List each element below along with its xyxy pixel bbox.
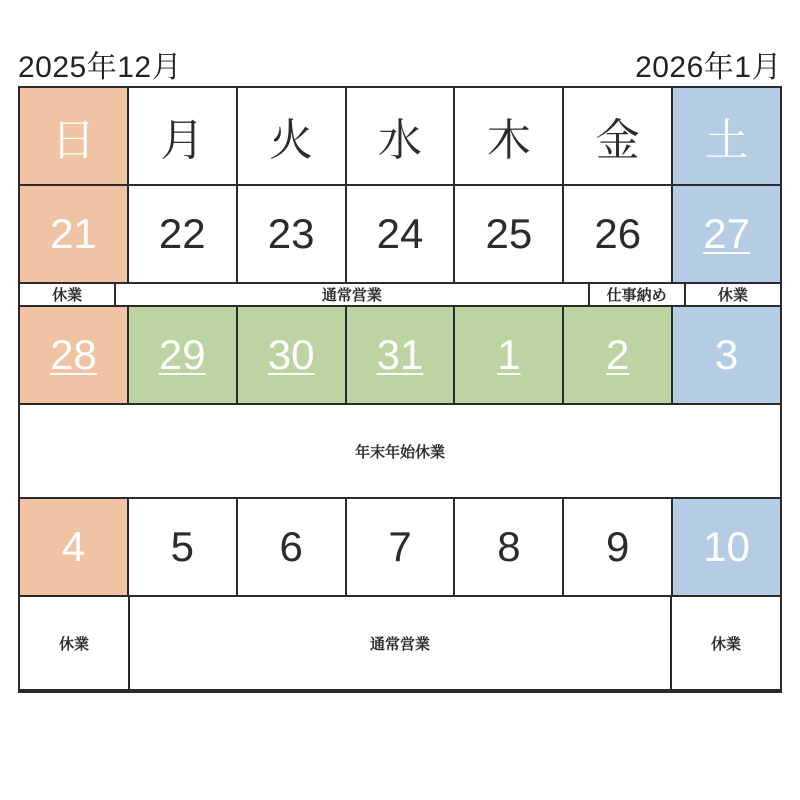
business-hours-calendar [18,86,782,693]
date-cell [673,186,780,284]
date-cell [129,186,238,284]
note-text: 通常営業 [321,287,382,304]
date-cell [129,307,238,405]
note-cell-weekdays [130,597,672,691]
date-number: 1 [497,331,521,378]
note-text: 休業 [717,287,748,304]
week2-dates-row [20,307,780,405]
date-cell [673,499,780,597]
date-number: 3 [714,331,739,378]
note-text: 休業 [58,635,89,653]
note-cell-weekdays [116,284,589,307]
date-number: 5 [170,523,194,570]
note-text: 休業 [710,635,741,653]
note-cell-friday [590,284,686,307]
date-cell [347,307,456,405]
weekday-header-monday [129,88,238,186]
weekday-header-thursday [455,88,564,186]
date-number: 27 [703,210,750,257]
date-cell [238,307,347,405]
weekday-header-row [20,88,780,186]
date-cell [564,186,673,284]
date-cell [455,307,564,405]
date-cell [129,499,238,597]
weekday-label: 水 [378,116,422,165]
date-cell [238,186,347,284]
note-text: 通常営業 [369,635,430,653]
date-cell [20,307,129,405]
weekday-label: 金 [595,116,640,165]
weekday-header-sunday [20,88,129,186]
date-cell [20,499,129,597]
month-labels [18,42,782,86]
week2-note-row [20,405,780,499]
date-number: 30 [267,331,315,378]
note-cell-saturday [686,284,780,307]
weekday-header-friday [564,88,673,186]
date-cell [347,499,456,597]
note-cell-sunday [20,284,116,307]
date-number: 26 [594,210,642,257]
week1-dates-row [20,186,780,284]
week3-notes-row [20,597,780,691]
date-number: 21 [50,210,97,257]
weekday-label: 火 [269,116,314,165]
date-number: 9 [606,523,630,570]
date-number: 22 [158,210,206,257]
month-label-left: 2025年12月 [18,51,183,84]
date-cell [238,499,347,597]
date-cell [347,186,456,284]
week3-dates-row [20,499,780,597]
note-cell-saturday [672,597,780,691]
weekday-header-tuesday [238,88,347,186]
note-text: 年末年始休業 [354,443,445,461]
date-cell [673,307,780,405]
date-number: 8 [497,523,521,570]
date-number: 24 [376,210,424,257]
weekday-label: 月 [160,116,205,165]
date-number: 25 [485,210,533,257]
date-number: 23 [267,210,315,257]
date-cell [455,499,564,597]
date-number: 10 [703,523,750,570]
date-number: 6 [279,523,303,570]
date-number: 31 [376,331,424,378]
note-cell-sunday [20,597,130,691]
weekday-header-saturday [673,88,780,186]
date-cell [564,307,673,405]
date-number: 4 [61,523,86,570]
note-text: 仕事納め [606,287,667,304]
month-label-right: 2026年1月 [635,51,782,84]
date-cell [20,186,129,284]
week1-notes-row [20,284,780,307]
date-number: 2 [606,331,630,378]
weekday-label: 日 [51,116,96,165]
date-number: 29 [158,331,206,378]
weekday-label: 木 [486,116,531,165]
date-cell [455,186,564,284]
date-number: 7 [388,523,412,570]
date-cell [564,499,673,597]
note-text: 休業 [52,287,83,304]
date-number: 28 [50,331,97,378]
weekday-header-wednesday [347,88,456,186]
weekday-label: 土 [704,116,749,165]
